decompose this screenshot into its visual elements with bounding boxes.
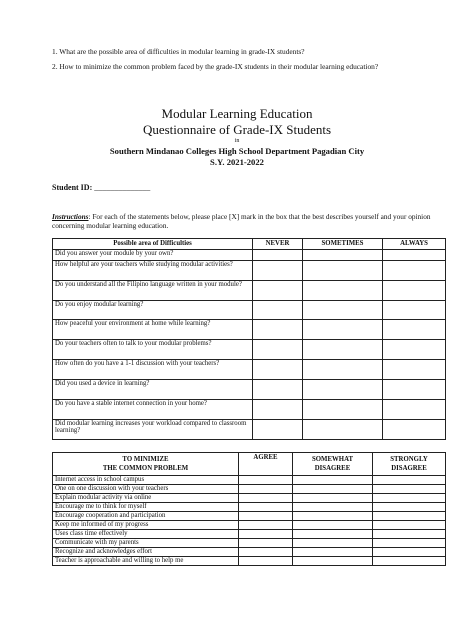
- statement-cell: How helpful are your teachers while studying modular activities?: [53, 261, 253, 281]
- statement-cell: How often do you have a 1-1 discussion with your teachers?: [53, 360, 253, 380]
- student-id-blank[interactable]: ______________: [94, 183, 151, 192]
- always-checkbox[interactable]: [383, 301, 446, 320]
- student-id-field[interactable]: [52, 183, 150, 192]
- header-possible-area: Possible area of Difficulties: [53, 239, 253, 250]
- agree-checkbox[interactable]: [239, 539, 293, 548]
- document-subtitle: Questionnaire of Grade-IX Students: [142, 122, 332, 137]
- never-checkbox[interactable]: [253, 281, 303, 301]
- always-checkbox[interactable]: [383, 320, 446, 340]
- table-row: [53, 360, 446, 380]
- statement-cell: Did modular learning increases your workload compared to classroom learning?: [53, 420, 253, 440]
- header-somewhat-disagree: [293, 453, 373, 476]
- statement-cell: Do you enjoy modular learning?: [53, 301, 253, 320]
- item-cell: Keep me informed of my progress: [53, 521, 239, 530]
- never-checkbox[interactable]: [253, 261, 303, 281]
- instructions-label: Instructions: [52, 212, 89, 221]
- item-cell: Explain modular activity via online: [53, 494, 239, 503]
- table-row: [53, 320, 446, 340]
- agree-checkbox[interactable]: [239, 476, 293, 485]
- item-cell: Communicate with my parents: [53, 539, 239, 548]
- sometimes-checkbox[interactable]: [303, 320, 383, 340]
- never-checkbox[interactable]: [253, 340, 303, 360]
- strongly-disagree-checkbox[interactable]: [373, 548, 446, 557]
- item-cell: Internet access in school campus: [53, 476, 239, 485]
- somewhat-disagree-checkbox[interactable]: [293, 557, 373, 566]
- never-checkbox[interactable]: [253, 301, 303, 320]
- never-checkbox[interactable]: [253, 320, 303, 340]
- table-row: [53, 485, 446, 494]
- item-cell: Encourage cooperation and participation: [53, 512, 239, 521]
- never-checkbox[interactable]: [253, 360, 303, 380]
- strongly-disagree-checkbox[interactable]: [373, 503, 446, 512]
- sometimes-checkbox[interactable]: [303, 420, 383, 440]
- statement-cell: Did you answer your module by your own?: [53, 250, 253, 261]
- sometimes-checkbox[interactable]: [303, 380, 383, 400]
- always-checkbox[interactable]: [383, 400, 446, 420]
- sometimes-checkbox[interactable]: [303, 250, 383, 261]
- somewhat-disagree-checkbox[interactable]: [293, 485, 373, 494]
- research-question-2: 2. How to minimize the common problem faced by the grade-IX students in their modular learning education?: [52, 62, 379, 71]
- table-row: [53, 557, 446, 566]
- item-cell: One on one discussion with your teachers: [53, 485, 239, 494]
- always-checkbox[interactable]: [383, 261, 446, 281]
- table-row: [53, 301, 446, 320]
- agree-checkbox[interactable]: [239, 494, 293, 503]
- table-row: [53, 380, 446, 400]
- minimize-problem-table: [52, 452, 446, 566]
- table-row: [53, 503, 446, 512]
- sometimes-checkbox[interactable]: [303, 360, 383, 380]
- connector-word: in: [234, 138, 240, 144]
- strongly-disagree-checkbox[interactable]: [373, 557, 446, 566]
- statement-cell: Did you used a device in learning?: [53, 380, 253, 400]
- difficulties-header-row: [53, 239, 446, 250]
- sometimes-checkbox[interactable]: [303, 400, 383, 420]
- table-row: [53, 400, 446, 420]
- always-checkbox[interactable]: [383, 360, 446, 380]
- statement-cell: Do you have a stable internet connection in your home?: [53, 400, 253, 420]
- table-row: [53, 530, 446, 539]
- never-checkbox[interactable]: [253, 400, 303, 420]
- somewhat-disagree-checkbox[interactable]: [293, 539, 373, 548]
- sometimes-checkbox[interactable]: [303, 340, 383, 360]
- table-row: [53, 420, 446, 440]
- header-agree: AGREE: [239, 453, 293, 476]
- document-title: Modular Learning Education: [161, 106, 313, 121]
- item-cell: Teacher is approachable and willing to help me: [53, 557, 239, 566]
- never-checkbox[interactable]: [253, 420, 303, 440]
- student-id-label: Student ID:: [52, 183, 93, 192]
- header-strongly-line2: DISAGREE: [391, 465, 427, 472]
- sometimes-checkbox[interactable]: [303, 281, 383, 301]
- item-cell: Encourage me to think for myself: [53, 503, 239, 512]
- somewhat-disagree-checkbox[interactable]: [293, 503, 373, 512]
- sometimes-checkbox[interactable]: [303, 301, 383, 320]
- agree-checkbox[interactable]: [239, 512, 293, 521]
- agree-checkbox[interactable]: [239, 521, 293, 530]
- header-somewhat-line2: DISAGREE: [314, 465, 351, 472]
- table-row: [53, 539, 446, 548]
- always-checkbox[interactable]: [383, 250, 446, 261]
- agree-checkbox[interactable]: [239, 485, 293, 494]
- instructions-paragraph: [52, 212, 432, 231]
- table-row: [53, 521, 446, 530]
- never-checkbox[interactable]: [253, 380, 303, 400]
- agree-checkbox[interactable]: [239, 557, 293, 566]
- header-somewhat-line1: SOMEWHAT: [311, 456, 354, 463]
- header-to-minimize-line2: THE COMMON PROBLEM: [102, 465, 189, 472]
- header-strongly-disagree: [373, 453, 446, 476]
- school-year: S.Y. 2021-2022: [210, 157, 264, 167]
- item-cell: Uses class time effectively: [53, 530, 239, 539]
- statement-cell: Do your teachers often to talk to your modular problems?: [53, 340, 253, 360]
- strongly-disagree-checkbox[interactable]: [373, 521, 446, 530]
- strongly-disagree-checkbox[interactable]: [373, 494, 446, 503]
- always-checkbox[interactable]: [383, 420, 446, 440]
- statement-cell: Do you understand all the Filipino language written in your module?: [53, 281, 253, 301]
- somewhat-disagree-checkbox[interactable]: [293, 476, 373, 485]
- strongly-disagree-checkbox[interactable]: [373, 476, 446, 485]
- header-always: ALWAYS: [383, 239, 446, 250]
- table-row: [53, 494, 446, 503]
- difficulties-table: [52, 238, 446, 440]
- school-name: Southern Mindanao Colleges High School Department Pagadian City: [109, 146, 365, 156]
- table-row: [53, 250, 446, 261]
- strongly-disagree-checkbox[interactable]: [373, 539, 446, 548]
- always-checkbox[interactable]: [383, 340, 446, 360]
- table-row: [53, 261, 446, 281]
- research-question-1: 1. What are the possible area of difficulties in modular learning in grade-IX students?: [52, 47, 305, 56]
- header-strongly-line1: STRONGLY: [390, 456, 428, 463]
- always-checkbox[interactable]: [383, 281, 446, 301]
- table-row: [53, 512, 446, 521]
- header-never: NEVER: [253, 239, 303, 250]
- somewhat-disagree-checkbox[interactable]: [293, 521, 373, 530]
- strongly-disagree-checkbox[interactable]: [373, 530, 446, 539]
- sometimes-checkbox[interactable]: [303, 261, 383, 281]
- somewhat-disagree-checkbox[interactable]: [293, 548, 373, 557]
- instructions-text: : For each of the statements below, please place [X] mark in the box that the best describes yourself and your opinion concerning modular learning education.: [52, 212, 431, 231]
- header-to-minimize-line1: TO MINIMIZE: [122, 456, 169, 463]
- somewhat-disagree-checkbox[interactable]: [293, 530, 373, 539]
- somewhat-disagree-checkbox[interactable]: [293, 512, 373, 521]
- table-row: [53, 476, 446, 485]
- never-checkbox[interactable]: [253, 250, 303, 261]
- somewhat-disagree-checkbox[interactable]: [293, 494, 373, 503]
- agree-checkbox[interactable]: [239, 530, 293, 539]
- strongly-disagree-checkbox[interactable]: [373, 485, 446, 494]
- strongly-disagree-checkbox[interactable]: [373, 512, 446, 521]
- agree-checkbox[interactable]: [239, 548, 293, 557]
- statement-cell: How peaceful your environment at home while learning?: [53, 320, 253, 340]
- header-sometimes: SOMETIMES: [303, 239, 383, 250]
- table-row: [53, 281, 446, 301]
- table-row: [53, 548, 446, 557]
- always-checkbox[interactable]: [383, 380, 446, 400]
- agree-checkbox[interactable]: [239, 503, 293, 512]
- table-row: [53, 340, 446, 360]
- header-to-minimize: [53, 453, 239, 476]
- item-cell: Recognize and acknowledges effort: [53, 548, 239, 557]
- minimize-header-row: [53, 453, 446, 476]
